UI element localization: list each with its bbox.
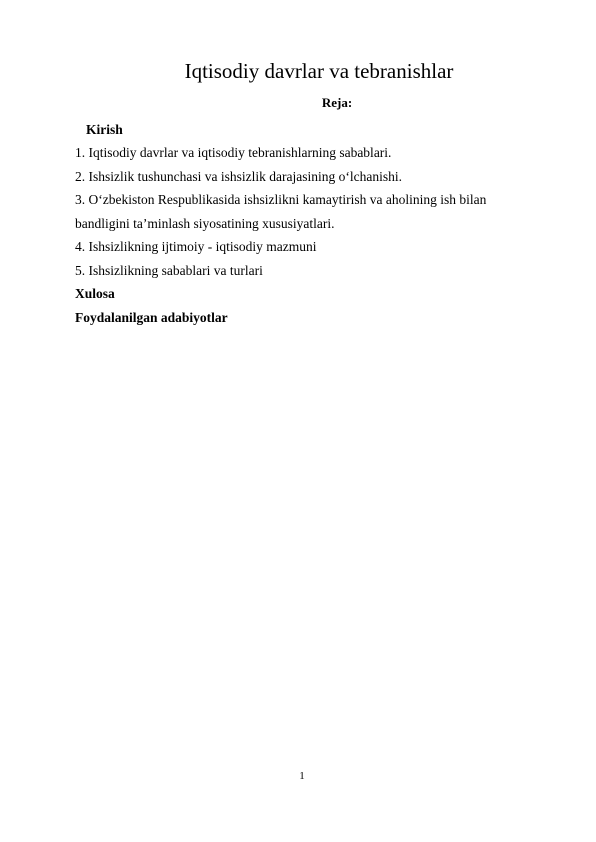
plan-item-5: 5. Ishsizlikning sabablari va turlari <box>75 263 263 278</box>
plan-item-2: 2. Ishsizlik tushunchasi va ishsizlik darajasining o‘lchanishi. <box>75 169 402 184</box>
plan-heading: Reja: <box>321 95 353 110</box>
plan-item-3-continued: bandligini ta’minlash siyosatining xususiyatlari. <box>75 216 335 231</box>
page-number: 1 <box>299 770 305 782</box>
page-title: Iqtisodiy davrlar va tebranishlar <box>184 59 454 83</box>
references-heading: Foydalanilgan adabiyotlar <box>75 310 228 325</box>
plan-item-4: 4. Ishsizlikning ijtimoiy - iqtisodiy mazmuni <box>75 239 317 254</box>
intro-heading: Kirish <box>86 122 123 137</box>
plan-item-1: 1. Iqtisodiy davrlar va iqtisodiy tebranishlarning sabablari. <box>75 145 392 160</box>
plan-item-3: 3. O‘zbekiston Respublikasida ishsizlikni kamaytirish va aholining ish bilan <box>75 192 487 207</box>
conclusion-heading: Xulosa <box>75 286 115 301</box>
